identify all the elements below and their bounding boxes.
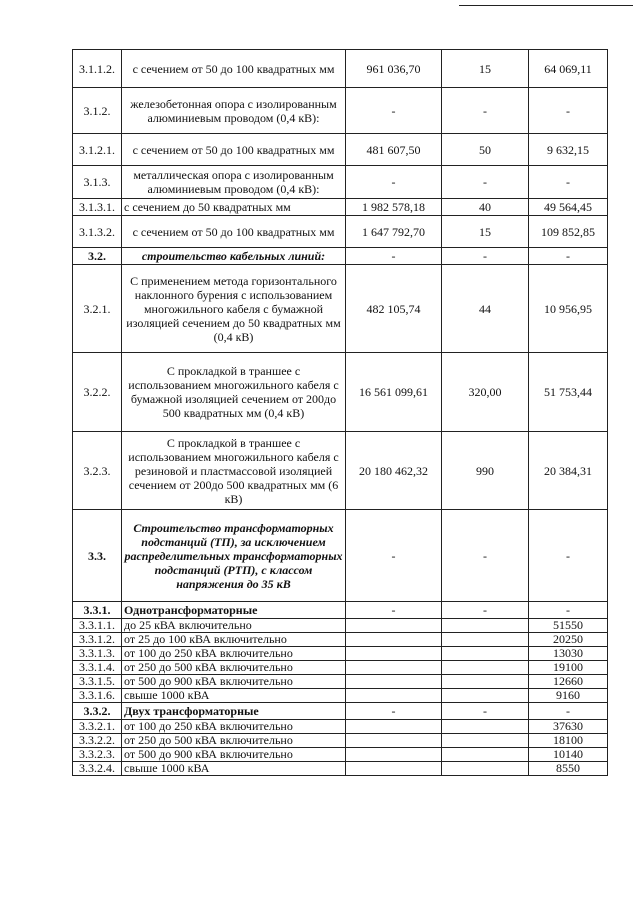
row-description: с сечением от 50 до 100 квадратных мм: [122, 134, 346, 166]
row-description: от 500 до 900 кВА включительно: [122, 675, 346, 689]
row-cost: 961 036,70: [346, 50, 442, 88]
row-cost: [346, 661, 442, 675]
row-number: 3.1.3.: [73, 166, 122, 199]
row-description: от 100 до 250 кВА включительно: [122, 647, 346, 661]
row-quantity: 15: [442, 216, 529, 248]
row-cost: -: [346, 510, 442, 602]
row-number: 3.3.1.2.: [73, 633, 122, 647]
row-rate: 8550: [529, 762, 608, 776]
row-description: строительство кабельных линий:: [122, 248, 346, 265]
row-quantity: -: [442, 248, 529, 265]
row-quantity: [442, 734, 529, 748]
row-rate: -: [529, 602, 608, 619]
header-rule: [459, 5, 633, 6]
row-quantity: [442, 661, 529, 675]
row-number: 3.3.2.2.: [73, 734, 122, 748]
row-rate: -: [529, 166, 608, 199]
row-number: 3.3.2.1.: [73, 720, 122, 734]
table-row: [73, 510, 608, 602]
row-description: С прокладкой в траншее с использованием многожильного кабеля с резиновой и пластмассовой изоляцией сечением от 200до 500 квадратных мм (6 кВ): [122, 432, 346, 510]
row-cost: [346, 647, 442, 661]
row-description: от 25 до 100 кВА включительно: [122, 633, 346, 647]
row-number: 3.3.1.3.: [73, 647, 122, 661]
row-number: 3.2.3.: [73, 432, 122, 510]
table-row: [73, 675, 608, 689]
row-description: железобетонная опора с изолированным алюминиевым проводом (0,4 кВ):: [122, 88, 346, 134]
row-rate: 20 384,31: [529, 432, 608, 510]
row-description: свыше 1000 кВА: [122, 689, 346, 703]
row-quantity: -: [442, 602, 529, 619]
row-cost: [346, 633, 442, 647]
table-row: [73, 661, 608, 675]
row-description: Двух трансформаторные: [122, 703, 346, 720]
row-rate: -: [529, 510, 608, 602]
row-quantity: [442, 647, 529, 661]
row-rate: -: [529, 248, 608, 265]
row-description: с сечением от 50 до 100 квадратных мм: [122, 50, 346, 88]
table-row: [73, 734, 608, 748]
row-rate: 49 564,45: [529, 199, 608, 216]
row-cost: -: [346, 166, 442, 199]
row-number: 3.3.1.1.: [73, 619, 122, 633]
row-number: 3.1.2.1.: [73, 134, 122, 166]
row-rate: -: [529, 88, 608, 134]
row-number: 3.1.3.1.: [73, 199, 122, 216]
table-row: [73, 647, 608, 661]
row-description: от 500 до 900 кВА включительно: [122, 748, 346, 762]
row-number: 3.2.2.: [73, 353, 122, 432]
table-row: [73, 619, 608, 633]
row-cost: -: [346, 248, 442, 265]
row-cost: 482 105,74: [346, 265, 442, 353]
row-description: до 25 кВА включительно: [122, 619, 346, 633]
row-description: Однотрансформаторные: [122, 602, 346, 619]
row-quantity: -: [442, 703, 529, 720]
row-cost: -: [346, 88, 442, 134]
tariff-table: [72, 49, 608, 776]
row-cost: 1 982 578,18: [346, 199, 442, 216]
row-quantity: [442, 619, 529, 633]
row-number: 3.3.: [73, 510, 122, 602]
row-rate: 51 753,44: [529, 353, 608, 432]
table-row: [73, 633, 608, 647]
row-rate: 18100: [529, 734, 608, 748]
row-cost: [346, 689, 442, 703]
row-rate: 20250: [529, 633, 608, 647]
table-row: [73, 720, 608, 734]
row-description: С прокладкой в траншее с использованием многожильного кабеля с бумажной изоляцией сечением от 200до 500 квадратных мм (0,4 кВ): [122, 353, 346, 432]
table-row: [73, 216, 608, 248]
table-row: [73, 353, 608, 432]
row-number: 3.3.1.6.: [73, 689, 122, 703]
row-rate: 51550: [529, 619, 608, 633]
tariff-table-body: [73, 50, 608, 776]
row-quantity: 40: [442, 199, 529, 216]
row-quantity: -: [442, 510, 529, 602]
row-number: 3.1.3.2.: [73, 216, 122, 248]
row-description: свыше 1000 кВА: [122, 762, 346, 776]
table-row: [73, 762, 608, 776]
table-row: [73, 602, 608, 619]
row-number: 3.3.2.: [73, 703, 122, 720]
row-cost: [346, 734, 442, 748]
table-row: [73, 432, 608, 510]
row-number: 3.3.2.3.: [73, 748, 122, 762]
row-description: металлическая опора с изолированным алюминиевым проводом (0,4 кВ):: [122, 166, 346, 199]
row-number: 3.3.1.5.: [73, 675, 122, 689]
table-row: [73, 748, 608, 762]
row-description: Строительство трансформаторных подстанций (ТП), за исключением распределительных трансформаторных подстанций (РТП), с классом напряжения до 35 кВ: [122, 510, 346, 602]
table-row: [73, 265, 608, 353]
row-rate: 9 632,15: [529, 134, 608, 166]
row-rate: -: [529, 703, 608, 720]
row-description: от 250 до 500 кВА включительно: [122, 734, 346, 748]
row-number: 3.1.1.2.: [73, 50, 122, 88]
row-rate: 12660: [529, 675, 608, 689]
row-quantity: 50: [442, 134, 529, 166]
row-quantity: [442, 675, 529, 689]
row-quantity: [442, 748, 529, 762]
row-cost: [346, 748, 442, 762]
row-number: 3.2.: [73, 248, 122, 265]
row-quantity: 15: [442, 50, 529, 88]
row-rate: 109 852,85: [529, 216, 608, 248]
table-row: [73, 88, 608, 134]
row-cost: 1 647 792,70: [346, 216, 442, 248]
row-number: 3.1.2.: [73, 88, 122, 134]
row-rate: 10 956,95: [529, 265, 608, 353]
row-number: 3.3.1.: [73, 602, 122, 619]
row-quantity: 990: [442, 432, 529, 510]
row-rate: 64 069,11: [529, 50, 608, 88]
row-cost: [346, 619, 442, 633]
row-number: 3.3.1.4.: [73, 661, 122, 675]
row-number: 3.3.2.4.: [73, 762, 122, 776]
row-quantity: [442, 720, 529, 734]
row-rate: 10140: [529, 748, 608, 762]
row-quantity: [442, 689, 529, 703]
row-quantity: -: [442, 88, 529, 134]
row-description: С применением метода горизонтального наклонного бурения с использованием многожильного кабеля с бумажной изоляцией сечением до 50 квадратных мм (0,4 кВ): [122, 265, 346, 353]
row-rate: 9160: [529, 689, 608, 703]
row-quantity: -: [442, 166, 529, 199]
row-cost: 481 607,50: [346, 134, 442, 166]
row-description: от 100 до 250 кВА включительно: [122, 720, 346, 734]
row-cost: -: [346, 602, 442, 619]
row-rate: 37630: [529, 720, 608, 734]
table-row: [73, 689, 608, 703]
row-cost: [346, 720, 442, 734]
table-row: [73, 166, 608, 199]
row-quantity: [442, 762, 529, 776]
row-description: с сечением от 50 до 100 квадратных мм: [122, 216, 346, 248]
row-cost: -: [346, 703, 442, 720]
row-number: 3.2.1.: [73, 265, 122, 353]
table-row: [73, 134, 608, 166]
table-row: [73, 248, 608, 265]
row-description: с сечением до 50 квадратных мм: [122, 199, 346, 216]
row-quantity: [442, 633, 529, 647]
row-cost: [346, 762, 442, 776]
row-cost: 16 561 099,61: [346, 353, 442, 432]
row-description: от 250 до 500 кВА включительно: [122, 661, 346, 675]
row-cost: 20 180 462,32: [346, 432, 442, 510]
table-row: [73, 703, 608, 720]
table-row: [73, 50, 608, 88]
row-quantity: 320,00: [442, 353, 529, 432]
row-rate: 13030: [529, 647, 608, 661]
row-cost: [346, 675, 442, 689]
table-row: [73, 199, 608, 216]
row-quantity: 44: [442, 265, 529, 353]
row-rate: 19100: [529, 661, 608, 675]
